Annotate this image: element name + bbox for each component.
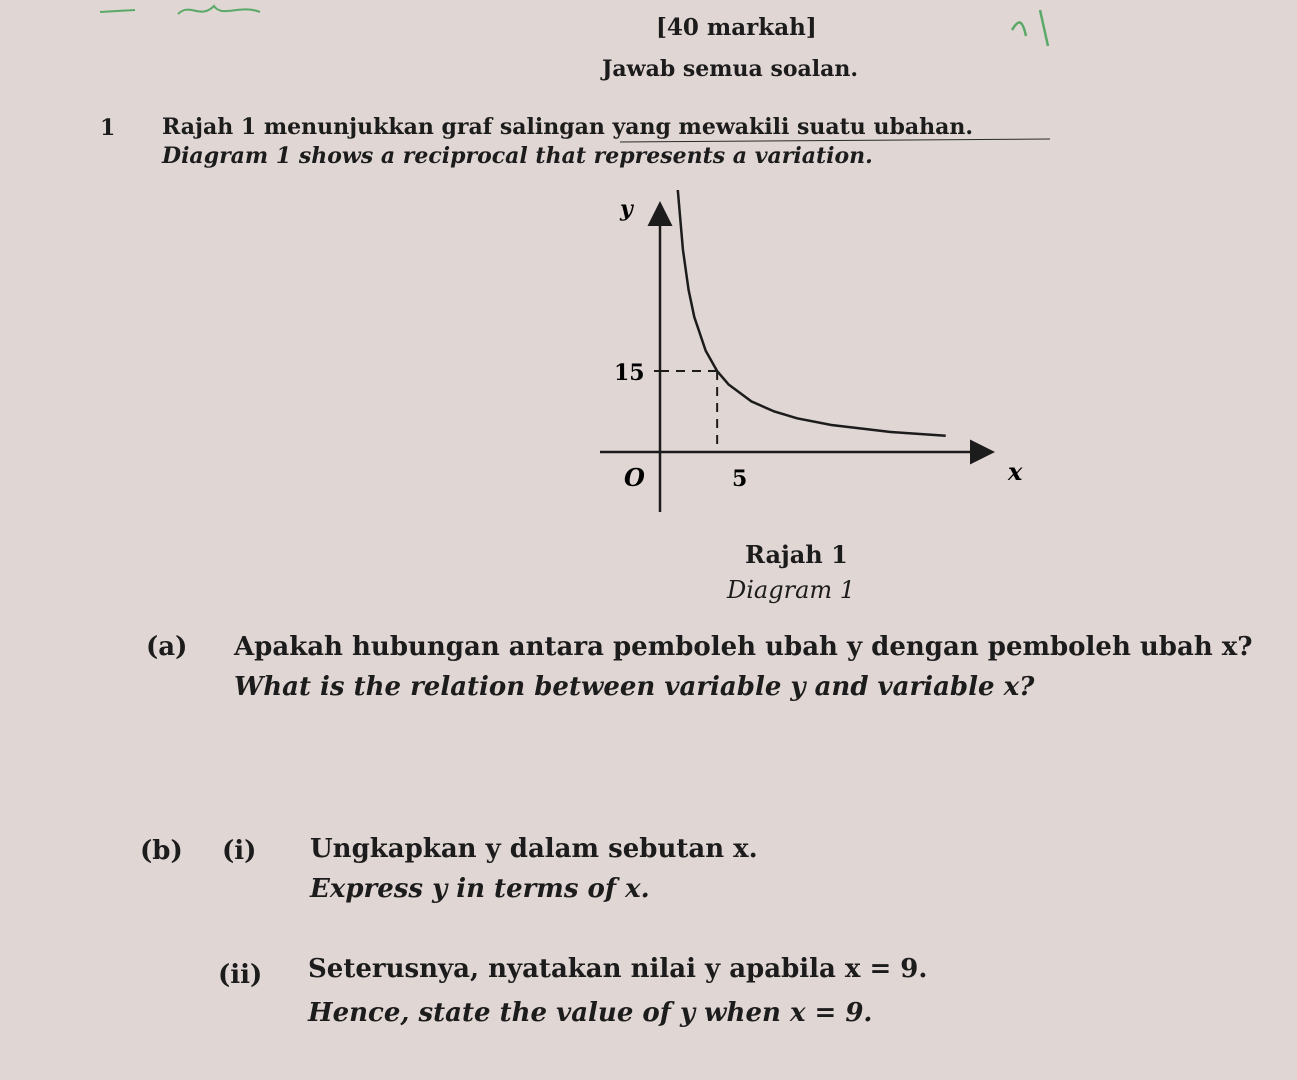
part-b-ii-label: (ii) bbox=[218, 960, 263, 990]
y-tick-label: 15 bbox=[614, 360, 645, 386]
question-text-english: Diagram 1 shows a reciprocal that represents a variation. bbox=[162, 143, 873, 169]
part-b-i-text-malay: Ungkapkan y dalam sebutan x. bbox=[310, 834, 758, 864]
reciprocal-graph bbox=[580, 190, 1040, 520]
instruction-text: Jawab semua soalan. bbox=[602, 56, 859, 82]
part-a-text-malay: Apakah hubungan antara pemboleh ubah y dengan pemboleh ubah x? bbox=[234, 632, 1253, 662]
part-b-i-text-english: Express y in terms of x. bbox=[310, 874, 650, 904]
part-b-ii-text-malay: Seterusnya, nyatakan nilai y apabila x = 9. bbox=[308, 954, 928, 984]
diagram-caption-english: Diagram 1 bbox=[727, 576, 856, 604]
reciprocal-curve bbox=[674, 190, 945, 436]
x-axis-label: x bbox=[1008, 457, 1023, 486]
underline-stroke bbox=[0, 136, 1297, 146]
part-b-ii-text-english: Hence, state the value of y when x = 9. bbox=[308, 998, 873, 1028]
total-marks-label: [40 markah] bbox=[656, 14, 817, 41]
pen-scribble bbox=[0, 0, 1297, 60]
diagram-caption-malay: Rajah 1 bbox=[745, 540, 848, 569]
origin-label: O bbox=[624, 463, 645, 492]
part-a-text-english: What is the relation between variable y and variable x? bbox=[234, 672, 1035, 702]
x-tick-label: 5 bbox=[732, 466, 748, 492]
y-axis-label: y bbox=[620, 196, 633, 222]
part-a-label: (a) bbox=[146, 632, 188, 662]
question-number: 1 bbox=[100, 115, 116, 141]
part-b-i-label: (i) bbox=[222, 836, 257, 866]
part-b-label: (b) bbox=[140, 836, 183, 866]
question-text-malay: Rajah 1 menunjukkan graf salingan yang mewakili suatu ubahan. bbox=[162, 114, 973, 140]
